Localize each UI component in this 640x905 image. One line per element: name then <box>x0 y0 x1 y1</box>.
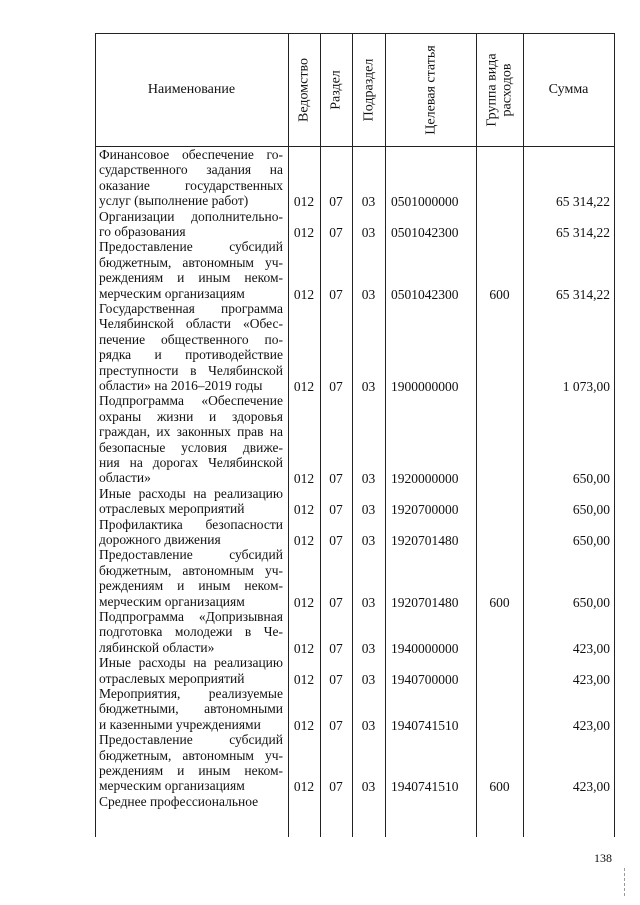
col-border <box>352 33 353 837</box>
cell-target: 1920700000 <box>391 502 459 518</box>
cell-sum: 423,00 <box>572 779 610 795</box>
cell-dept: 012 <box>293 717 315 733</box>
cell-dept: 012 <box>293 471 315 487</box>
cell-dept: 012 <box>293 194 315 210</box>
cell-group: 600 <box>489 779 510 795</box>
row-name <box>99 794 283 809</box>
row-name-line: Иные расходы на реализацию <box>99 655 283 671</box>
header-dept <box>288 33 320 146</box>
row-name <box>99 301 283 393</box>
cell-sub: 03 <box>361 379 376 394</box>
row-name-line: граждан, их законных прав на <box>99 424 283 440</box>
cell-sec: 07 <box>329 717 343 733</box>
header-target <box>385 33 476 146</box>
col-border <box>288 33 289 837</box>
row-name-line: ния на дорогах Челябинской <box>99 455 283 471</box>
row-name-line: Мероприятия, реализуемые <box>99 686 283 701</box>
cell-sec: 07 <box>329 671 343 687</box>
row-name-line: Финансовое обеспечение го- <box>99 147 283 162</box>
row-name-line: Подпрограмма «Допризывная <box>99 609 283 624</box>
cell-group: 600 <box>489 286 510 302</box>
row-name-line: отраслевых мероприятий <box>99 670 245 686</box>
row-name-line: услуг (выполнение работ) <box>99 193 249 209</box>
cell-target: 0501000000 <box>391 194 459 210</box>
cell-sec: 07 <box>329 225 343 240</box>
cell-target: 1920000000 <box>391 471 459 487</box>
row-name-line: области» <box>99 470 151 486</box>
cell-sum: 423,00 <box>572 640 610 656</box>
col-border <box>320 33 321 837</box>
cell-sub: 03 <box>361 671 376 687</box>
row-name-line: бюджетными, автономными <box>99 701 283 717</box>
row-name-line: области» на 2016–2019 годы <box>99 378 263 394</box>
cell-sum: 65 314,22 <box>556 286 610 302</box>
row-name-line: Предоставление субсидий <box>99 547 283 563</box>
cell-target: 1940700000 <box>391 671 459 687</box>
row-name-line: Челябинской области «Обес- <box>99 316 283 332</box>
cell-sec: 07 <box>329 640 343 656</box>
row-name <box>99 686 283 732</box>
row-name-line: рядка и противодействие <box>99 347 283 363</box>
row-name-line: мерческим организациям <box>99 285 245 301</box>
cell-target: 1940000000 <box>391 640 459 656</box>
cell-sub: 03 <box>361 533 376 548</box>
row-name-line: го образования <box>99 224 186 239</box>
row-name-line: охраны жизни и здоровья <box>99 408 283 424</box>
row-name-line: бюджетным, автономным уч- <box>99 562 283 578</box>
cell-group: 600 <box>489 594 510 610</box>
cell-dept: 012 <box>293 671 315 687</box>
row-name <box>99 486 283 517</box>
cell-sum: 65 314,22 <box>556 225 610 240</box>
row-name-line: безопасные условия движе- <box>99 439 283 455</box>
cell-target: 1920701480 <box>391 594 459 610</box>
header-name-text: Наименование <box>147 81 236 97</box>
header-sum <box>523 33 614 146</box>
row-name <box>99 732 283 794</box>
margin-mark <box>624 868 625 896</box>
cell-sec: 07 <box>329 379 343 394</box>
row-name-line: Среднее профессиональное <box>99 793 259 809</box>
cell-sec: 07 <box>329 502 343 518</box>
row-name <box>99 147 283 209</box>
row-name-line: отраслевых мероприятий <box>99 501 245 517</box>
cell-sub: 03 <box>361 640 376 656</box>
cell-sum: 423,00 <box>572 671 610 687</box>
cell-sec: 07 <box>329 779 343 795</box>
cell-sum: 650,00 <box>572 533 610 548</box>
cell-sub: 03 <box>361 225 376 240</box>
header-dept-text: Ведомство <box>296 57 312 122</box>
cell-sum: 423,00 <box>572 717 610 733</box>
cell-dept: 012 <box>293 640 315 656</box>
row-name-line: Организации дополнительно- <box>99 208 283 224</box>
row-name-line: реждениям и иным неком- <box>99 763 283 778</box>
row-name-line: бюджетным, автономным уч- <box>99 254 283 270</box>
cell-dept: 012 <box>293 379 315 394</box>
row-name <box>99 655 283 686</box>
row-name-line: Профилактика безопасности <box>99 516 283 532</box>
row-name <box>99 547 283 609</box>
cell-dept: 012 <box>293 225 315 240</box>
row-name-line: Подпрограмма «Обеспечение <box>99 393 283 409</box>
header-name <box>95 33 288 146</box>
header-group-line1: Группа вида <box>484 52 500 127</box>
header-subsection <box>352 33 385 146</box>
row-name <box>99 609 283 655</box>
cell-sum: 650,00 <box>572 471 610 487</box>
col-border <box>523 33 524 837</box>
cell-sub: 03 <box>361 286 376 302</box>
row-name-line: Государственная программа <box>99 301 283 316</box>
row-name-line: дорожного движения <box>99 532 221 547</box>
cell-dept: 012 <box>293 594 315 610</box>
cell-sub: 03 <box>361 779 376 795</box>
cell-sum: 1 073,00 <box>562 379 610 394</box>
cell-dept: 012 <box>293 533 315 548</box>
row-name-line: Предоставление субсидий <box>99 732 283 748</box>
cell-sub: 03 <box>361 594 376 610</box>
row-name-line: лябинской области» <box>99 639 215 655</box>
cell-sec: 07 <box>329 533 343 548</box>
cell-sub: 03 <box>361 194 376 210</box>
header-target-text: Целевая статья <box>422 44 438 135</box>
cell-sum: 650,00 <box>572 502 610 518</box>
col-border <box>95 33 96 837</box>
row-name-line: подготовка молодежи в Че- <box>99 624 283 640</box>
cell-target: 1940741510 <box>391 779 459 795</box>
header-sum-text: Сумма <box>548 81 589 97</box>
row-name-line: мерческим организациям <box>99 593 245 609</box>
col-border <box>385 33 386 837</box>
cell-target: 1900000000 <box>391 379 459 394</box>
header-section-text: Раздел <box>328 69 344 110</box>
cell-target: 0501042300 <box>391 225 459 240</box>
cell-dept: 012 <box>293 779 315 795</box>
row-name <box>99 209 283 240</box>
row-name-line: реждениям и иным неком- <box>99 578 283 594</box>
cell-sec: 07 <box>329 194 343 210</box>
cell-sub: 03 <box>361 717 376 733</box>
cell-sub: 03 <box>361 502 376 518</box>
row-name <box>99 517 283 548</box>
row-name-line: печение общественного по- <box>99 331 283 347</box>
row-name-line: Предоставление субсидий <box>99 239 283 255</box>
header-group-line2: расходов <box>499 62 515 117</box>
cell-target: 0501042300 <box>391 286 459 302</box>
header-group <box>476 33 523 146</box>
cell-sum: 65 314,22 <box>556 194 610 210</box>
row-name <box>99 393 283 485</box>
cell-sub: 03 <box>361 471 376 487</box>
row-name-line: оказание государственных <box>99 177 283 193</box>
cell-target: 1920701480 <box>391 533 459 548</box>
page-number: 138 <box>594 851 612 865</box>
row-name-line: Иные расходы на реализацию <box>99 485 283 501</box>
cell-sum: 650,00 <box>572 594 610 610</box>
cell-target: 1940741510 <box>391 717 459 733</box>
cell-sec: 07 <box>329 286 343 302</box>
header-group-text <box>484 53 515 126</box>
header-subsection-text: Подраздел <box>360 58 376 121</box>
col-border <box>476 33 477 837</box>
row-name-line: и казенными учреждениями <box>99 716 261 732</box>
cell-dept: 012 <box>293 502 315 518</box>
row-name-line: бюджетным, автономным уч- <box>99 747 283 763</box>
cell-sec: 07 <box>329 594 343 610</box>
row-name-line: реждениям и иным неком- <box>99 270 283 286</box>
budget-table <box>95 33 614 837</box>
row-name-line: мерческим организациям <box>99 778 245 794</box>
row-name <box>99 239 283 301</box>
row-name-line: сударственного задания на <box>99 162 283 178</box>
header-section <box>320 33 352 146</box>
cell-dept: 012 <box>293 286 315 302</box>
col-border <box>614 33 615 837</box>
cell-sec: 07 <box>329 471 343 487</box>
row-name-line: преступности в Челябинской <box>99 362 283 378</box>
